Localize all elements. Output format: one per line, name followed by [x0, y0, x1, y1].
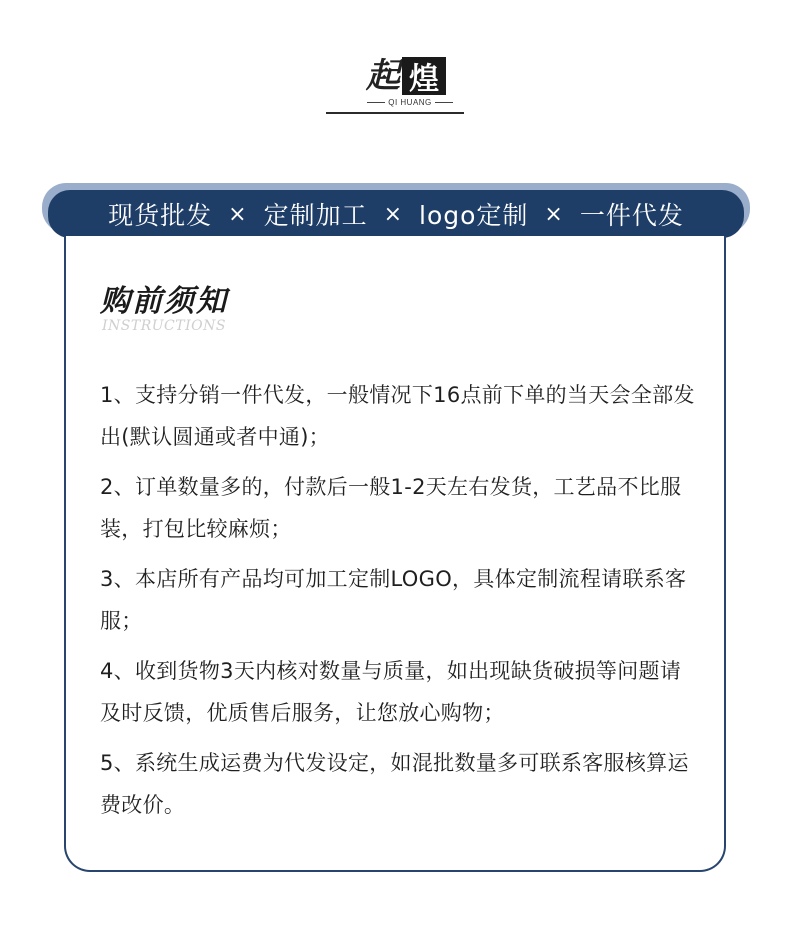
banner-separator: × — [544, 201, 564, 227]
logo-char-qi: 起 — [366, 56, 400, 96]
banner-separator: × — [383, 201, 404, 227]
notice-title: 购前须知 — [100, 284, 228, 319]
notice-item: 1、支持分销一件代发，一般情况下16点前下单的当天会全部发出(默认圆通或者中通)； — [100, 383, 695, 449]
banner-item-wholesale: 现货批发 — [108, 201, 213, 230]
banner-separator: × — [228, 201, 248, 227]
notice-item: 4、收到货物3天内核对数量与质量，如出现缺货破损等问题请及时反馈，优质售后服务，让您放心购物； — [100, 659, 682, 725]
brand-logo — [0, 52, 790, 116]
logo-underline — [326, 112, 464, 114]
logo-char-huang: 煌 — [402, 57, 446, 95]
logo-subtitle-text: QI HUANG — [388, 98, 432, 107]
logo-subtitle — [360, 98, 460, 107]
notice-item: 5、系统生成运费为代发设定，如混批数量多可联系客服核算运费改价。 — [100, 751, 689, 817]
logo-mark — [366, 56, 446, 96]
notice-item: 3、本店所有产品均可加工定制LOGO，具体定制流程请联系客服； — [100, 567, 687, 633]
banner-item-custom-processing: 定制加工 — [263, 201, 368, 230]
notice-item: 2、订单数量多的，付款后一般1-2天左右发货，工艺品不比服装，打包比较麻烦； — [100, 475, 682, 541]
notice-subtitle: INSTRUCTIONS — [102, 318, 226, 334]
banner-item-dropshipping: 一件代发 — [579, 201, 684, 230]
banner-item-logo-custom: logo定制 — [419, 201, 529, 230]
notice-list — [100, 374, 700, 834]
service-banner — [48, 190, 744, 238]
